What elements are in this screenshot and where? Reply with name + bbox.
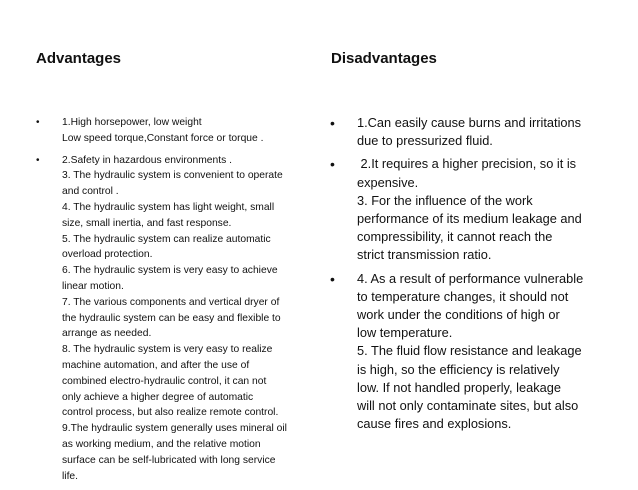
advantages-item-2-line-9: linear motion.	[62, 280, 124, 292]
disadvantages-item-3	[330, 270, 630, 434]
disadvantages-item-2-line-1: 2.It requires a higher precision, so it is	[357, 156, 577, 172]
advantages-item-2-line-14: machine automation, and after the use of	[62, 359, 250, 371]
bullet-icon: •	[330, 156, 335, 173]
advantages-item-2-line-17: control process, but also realize remote control.	[62, 407, 279, 419]
disadvantages-item-2-line-6: strict transmission ratio.	[357, 247, 492, 263]
advantages-item-2-line-12: arrange as needed.	[62, 328, 152, 340]
advantages-item-2-line-4: 4. The hydraulic system has light weight, small	[62, 201, 275, 213]
advantages-item-2-line-1: 2.Safety in hazardous environments .	[62, 154, 232, 166]
advantages-heading: Advantages	[36, 50, 122, 67]
disadvantages-item-3-line-8: will not only contaminate sites, but also	[357, 398, 579, 414]
disadvantages-item-1-line-1: 1.Can easily cause burns and irritations	[357, 115, 582, 130]
disadvantages-item-3-line-7: low. If not handled properly, leakage	[357, 379, 561, 395]
advantages-item-2-line-18: 9.The hydraulic system generally uses mineral oil	[62, 423, 287, 435]
disadvantages-item-2-line-5: compressibility, it cannot reach the	[357, 229, 553, 245]
disadvantages-heading: Disadvantages	[331, 50, 437, 67]
disadvantages-item-3-line-9: cause fires and explosions.	[357, 416, 512, 432]
advantages-item-2-line-19: as working medium, and the relative motion	[62, 438, 261, 450]
advantages-item-2-line-8: 6. The hydraulic system is very easy to achieve	[62, 265, 278, 277]
disadvantages-item-3-line-3: work under the conditions of high or	[357, 307, 560, 323]
advantages-item-2-line-5: size, small inertia, and fast response.	[62, 217, 232, 229]
disadvantages-item-3-line-4: low temperature.	[357, 325, 453, 341]
disadvantages-item-2-line-2: expensive.	[357, 174, 419, 190]
bullet-icon: •	[330, 270, 335, 287]
advantages-item-2-line-3: and control .	[62, 186, 119, 198]
advantages-item-2-line-7: overload protection.	[62, 249, 153, 261]
disadvantages-item-2	[330, 155, 630, 264]
advantages-item-2-line-15: combined electro-hydraulic control, it can not	[62, 375, 267, 387]
disadvantages-item-3-line-5: 5. The fluid flow resistance and leakage	[357, 343, 582, 359]
disadvantages-item-1-line-2: due to pressurized fluid.	[357, 133, 493, 149]
bullet-icon: •	[330, 115, 335, 131]
disadvantages-item-2-line-3: 3. For the influence of the work	[357, 192, 533, 208]
bullet-icon: •	[36, 154, 40, 166]
advantages-item-2-line-20: surface can be self-lubricated with long service	[62, 454, 276, 466]
advantages-list	[36, 115, 316, 490]
advantages-item-1	[36, 115, 316, 147]
advantages-item-1-line-1: 1.High horsepower, low weight	[62, 117, 202, 128]
advantages-item-1-line-2: Low speed torque,Constant force or torque .	[62, 132, 264, 144]
disadvantages-item-3-line-1: 4. As a result of performance vulnerable	[357, 270, 584, 286]
bullet-icon: •	[36, 117, 40, 128]
disadvantages-item-3-line-6: is high, so the efficiency is relatively	[357, 361, 560, 377]
advantages-item-2-line-10: 7. The various components and vertical dryer of	[62, 296, 280, 308]
advantages-item-2	[36, 153, 316, 485]
disadvantages-item-3-line-2: to temperature changes, it should not	[357, 288, 569, 304]
advantages-item-2-line-2: 3. The hydraulic system is convenient to operate	[62, 170, 283, 182]
advantages-item-2-line-11: the hydraulic system can be easy and flexible to	[62, 312, 281, 324]
advantages-item-2-line-16: only achieve a higher degree of automatic	[62, 391, 254, 403]
advantages-item-2-line-13: 8. The hydraulic system is very easy to realize	[62, 344, 273, 356]
disadvantages-item-1	[330, 114, 630, 150]
advantages-item-2-line-21: life.	[62, 470, 79, 482]
disadvantages-item-2-line-4: performance of its medium leakage and	[357, 211, 582, 227]
advantages-item-2-line-6: 5. The hydraulic system can realize automatic	[62, 233, 271, 245]
disadvantages-list	[330, 114, 630, 438]
